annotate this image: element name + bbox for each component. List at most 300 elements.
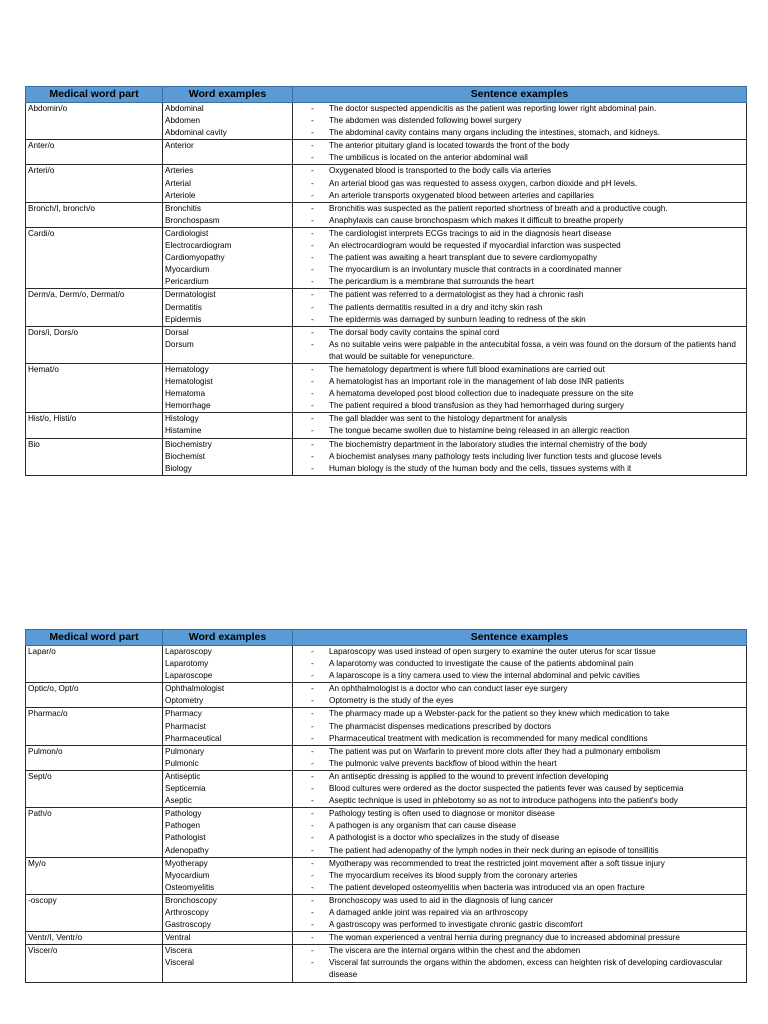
- word-part-cell: [26, 945, 163, 982]
- word-table-2: [25, 629, 747, 983]
- sentence-example: A biochemist analyses many pathology tests including liver function tests and glucose levels: [329, 451, 662, 461]
- word-example: Histamine: [165, 426, 202, 436]
- dash-bullet: -: [311, 907, 314, 917]
- word-example: Biochemist: [165, 451, 206, 461]
- sentence-example: The doctor suspected appendicitis as the patient was reporting lower right abdominal pain.: [329, 104, 657, 113]
- word-example: Pulmonary: [165, 746, 205, 756]
- word-part: My/o: [28, 858, 46, 868]
- word-example: Bronchitis: [165, 203, 201, 213]
- word-example: [165, 969, 290, 981]
- sentence-example: The anterior pituitary gland is located towards the front of the body: [329, 141, 570, 151]
- sentence-example: The pulmonic valve prevents backflow of blood within the heart: [329, 758, 557, 768]
- sentence-example: The tongue became swollen due to histamine being released in an allergic reaction: [329, 426, 630, 436]
- dash-bullet: -: [311, 439, 314, 449]
- sentence-example: The pericardium is a membrane that surrounds the heart: [329, 277, 534, 287]
- sentence-example: The patient developed osteomyelitis when bacteria was introduced via an open fracture: [329, 882, 645, 892]
- sentence-example: The patient was awaiting a heart transplant due to severe cardiomyopathy: [329, 253, 598, 263]
- sentence-item: [295, 670, 744, 682]
- table-row: [26, 140, 747, 165]
- header-word-examples: Word examples: [163, 630, 293, 646]
- word-example: Cardiomyopathy: [165, 253, 225, 263]
- sentence-item: [295, 264, 744, 276]
- sentence-examples-cell: [293, 326, 747, 363]
- sentence-example: An electrocardiogram would be requested if myocardial infarction was suspected: [329, 241, 621, 251]
- word-part-cell: [26, 165, 163, 202]
- word-part-cell: [26, 770, 163, 807]
- word-part-cell: [26, 140, 163, 165]
- dash-bullet: -: [311, 104, 314, 113]
- sentence-example: The patient was referred to a dermatologist as they had a chronic rash: [329, 290, 584, 300]
- word-examples-cell: [163, 326, 293, 363]
- dash-bullet: -: [311, 870, 314, 880]
- dash-bullet: -: [311, 364, 314, 374]
- word-part: Bio: [28, 439, 40, 449]
- sentence-example: A hematologist has an important role in the management of lab dose INR patients: [329, 377, 624, 387]
- sentence-example: Visceral fat surrounds the organs within the abdomen, excess can heighten risk of developing cardiovascular disease: [329, 958, 723, 980]
- sentence-item: [295, 400, 744, 412]
- word-part-cell: [26, 932, 163, 945]
- sentence-item: [295, 215, 744, 227]
- word-example: Dorsal: [165, 327, 189, 337]
- word-example: Dermatitis: [165, 302, 202, 312]
- word-example: Laparotomy: [165, 659, 209, 669]
- table-row: [26, 103, 747, 140]
- sentence-item: [295, 165, 744, 177]
- word-examples-cell: [163, 857, 293, 894]
- word-example: Aseptic: [165, 796, 192, 806]
- sentence-item: [295, 190, 744, 202]
- word-example: Abdominal cavity: [165, 128, 227, 138]
- word-example: Pericardium: [165, 277, 209, 287]
- sentence-item: [295, 115, 744, 127]
- sentence-item: [295, 103, 744, 115]
- sentence-item: [295, 451, 744, 463]
- sentence-item: [295, 314, 744, 326]
- table-row: [26, 438, 747, 475]
- sentence-item: [295, 845, 744, 857]
- word-part: Optic/o, Opt/o: [28, 684, 79, 694]
- word-part: Hist/o, Histi/o: [28, 414, 77, 424]
- sentence-item: [295, 919, 744, 931]
- word-examples-cell: [163, 289, 293, 326]
- word-example: Arteriole: [165, 190, 196, 200]
- dash-bullet: -: [311, 265, 314, 275]
- word-examples-cell: [163, 932, 293, 945]
- dash-bullet: -: [311, 128, 314, 138]
- word-example: Ophthalmologist: [165, 684, 225, 694]
- word-example: Myocardium: [165, 870, 210, 880]
- word-example: Pathology: [165, 809, 202, 819]
- word-example: Pathogen: [165, 821, 201, 831]
- sentence-example: The abdominal cavity contains many organs including the intestines, stomach, and kidneys.: [329, 128, 660, 138]
- sentence-item: [295, 376, 744, 388]
- dash-bullet: -: [311, 958, 314, 968]
- word-part: Path/o: [28, 809, 52, 819]
- dash-bullet: -: [311, 166, 314, 176]
- word-examples-cell: [163, 683, 293, 708]
- sentence-example: The hematology department is where full blood examinations are carried out: [329, 364, 605, 374]
- sentence-examples-cell: [293, 894, 747, 931]
- sentence-examples-cell: [293, 363, 747, 412]
- sentence-item: [295, 882, 744, 894]
- word-example: Biology: [165, 463, 192, 473]
- sentence-item: [295, 907, 744, 919]
- dash-bullet: -: [311, 933, 314, 943]
- dash-bullet: -: [311, 796, 314, 806]
- sentence-examples-cell: [293, 202, 747, 227]
- sentence-example: An arterial blood gas was requested to assess oxygen, carbon dioxide and pH levels.: [329, 178, 638, 188]
- dash-bullet: -: [311, 895, 314, 905]
- table-body-2: [26, 646, 747, 983]
- table-row: [26, 932, 747, 945]
- dash-bullet: -: [311, 290, 314, 300]
- sentence-item: [295, 276, 744, 288]
- dash-bullet: -: [311, 327, 314, 337]
- sentence-item: [295, 820, 744, 832]
- header-sentence-examples: Sentence examples: [293, 87, 747, 103]
- sentence-example: Pharmaceutical treatment with medication is recommended for many medical conditions: [329, 733, 648, 743]
- sentence-example: Bronchoscopy was used to aid in the diagnosis of lung cancer: [329, 895, 553, 905]
- word-examples-cell: [163, 202, 293, 227]
- table-row: [26, 413, 747, 438]
- word-example: Abdomen: [165, 116, 201, 126]
- word-example: Pathologist: [165, 833, 206, 843]
- word-part-cell: [26, 708, 163, 745]
- sentence-example: Myotherapy was recommended to treat the restricted joint movement after a soft tissue injury: [329, 858, 665, 868]
- sentence-item: [295, 945, 744, 957]
- table-row: [26, 708, 747, 745]
- sentence-item: [295, 127, 744, 139]
- sentence-item: [295, 203, 744, 215]
- word-example: Osteomyelitis: [165, 882, 215, 892]
- word-example: Epidermis: [165, 314, 202, 324]
- sentence-example: The myocardium is an involuntary muscle that contracts in a coordinated manner: [329, 265, 622, 275]
- word-example: Hematoma: [165, 389, 206, 399]
- table-row: [26, 289, 747, 326]
- word-example: Visceral: [165, 958, 194, 968]
- table-body-1: [26, 103, 747, 476]
- dash-bullet: -: [311, 946, 314, 956]
- word-part: Derm/a, Derm/o, Dermat/o: [28, 290, 125, 300]
- word-example: Hematology: [165, 364, 209, 374]
- word-part: Hemat/o: [28, 364, 59, 374]
- sentence-item: [295, 439, 744, 451]
- word-part: Lapar/o: [28, 647, 56, 656]
- dash-bullet: -: [311, 389, 314, 399]
- sentence-example: The myocardium receives its blood supply from the coronary arteries: [329, 870, 578, 880]
- word-part: Ventr/I, Ventr/o: [28, 933, 83, 943]
- word-examples-cell: [163, 363, 293, 412]
- word-example: Cardiologist: [165, 228, 209, 238]
- word-examples-cell: [163, 413, 293, 438]
- dash-bullet: -: [311, 401, 314, 411]
- sentence-example: A hematoma developed post blood collection due to inadequate pressure on the site: [329, 389, 634, 399]
- table-row: [26, 683, 747, 708]
- word-examples-cell: [163, 646, 293, 683]
- sentence-example: As no suitable veins were palpable in the antecubital fossa, a vein was found on the dorsum of the patients hand that would be suitable for venepuncture.: [329, 339, 736, 361]
- word-part-cell: [26, 326, 163, 363]
- dash-bullet: -: [311, 809, 314, 819]
- dash-bullet: -: [311, 684, 314, 694]
- word-example: Hemorrhage: [165, 401, 211, 411]
- dash-bullet: -: [311, 339, 314, 349]
- sentence-example: An arteriole transports oxygenated blood between arteries and capillaries: [329, 190, 594, 200]
- word-examples-cell: [163, 165, 293, 202]
- sentence-example: Bronchitis was suspected as the patient reported shortness of breath and a productive cough.: [329, 203, 668, 213]
- dash-bullet: -: [311, 821, 314, 831]
- dash-bullet: -: [311, 314, 314, 324]
- sentence-item: [295, 895, 744, 907]
- word-examples-cell: [163, 708, 293, 745]
- word-example: Hematologist: [165, 377, 213, 387]
- dash-bullet: -: [311, 253, 314, 263]
- sentence-example: Human biology is the study of the human body and the cells, tissues systems with it: [329, 463, 632, 473]
- sentence-examples-cell: [293, 103, 747, 140]
- sentence-examples-cell: [293, 646, 747, 683]
- word-part: Viscer/o: [28, 946, 58, 956]
- sentence-example: Blood cultures were ordered as the doctor suspected the patients fever was caused by septicemia: [329, 784, 684, 794]
- word-part: -oscopy: [28, 895, 57, 905]
- table-row: [26, 646, 747, 683]
- sentence-item: [295, 932, 744, 944]
- sentence-example: A pathogen is any organism that can cause disease: [329, 821, 517, 831]
- table-row: [26, 227, 747, 288]
- dash-bullet: -: [311, 203, 314, 213]
- sentence-examples-cell: [293, 165, 747, 202]
- sentence-example: A gastroscopy was performed to investigate chronic gastric discomfort: [329, 920, 583, 930]
- dash-bullet: -: [311, 141, 314, 151]
- sentence-item: [295, 708, 744, 720]
- word-example: Viscera: [165, 946, 193, 956]
- word-example: Bronchospasm: [165, 215, 220, 225]
- word-example: Electrocardiogram: [165, 241, 232, 251]
- sentence-example: The gall bladder was sent to the histology department for analysis: [329, 414, 568, 424]
- word-example: Pulmonic: [165, 758, 199, 768]
- sentence-item: [295, 364, 744, 376]
- sentence-example: The epidermis was damaged by sunburn leading to redness of the skin: [329, 314, 586, 324]
- sentence-example: The biochemistry department in the laboratory studies the internal chemistry of the body: [329, 439, 648, 449]
- dash-bullet: -: [311, 784, 314, 794]
- word-example: Arterial: [165, 178, 191, 188]
- dash-bullet: -: [311, 414, 314, 424]
- word-part: Anter/o: [28, 141, 55, 151]
- sentence-item: [295, 302, 744, 314]
- word-part: Bronch/I, bronch/o: [28, 203, 95, 213]
- sentence-item: [295, 683, 744, 695]
- word-part-cell: [26, 289, 163, 326]
- sentence-item: [295, 388, 744, 400]
- sentence-example: The patient had adenopathy of the lymph nodes in their neck during an episode of tonsillitis: [329, 845, 659, 855]
- dash-bullet: -: [311, 746, 314, 756]
- word-part: Cardi/o: [28, 228, 55, 238]
- sentence-item: [295, 783, 744, 795]
- dash-bullet: -: [311, 190, 314, 200]
- dash-bullet: -: [311, 709, 314, 719]
- sentence-item: [295, 339, 744, 363]
- table-header-row: [26, 87, 747, 103]
- sentence-item: [295, 758, 744, 770]
- sentence-item: [295, 746, 744, 758]
- dash-bullet: -: [311, 215, 314, 225]
- sentence-item: [295, 289, 744, 301]
- word-example: Ventral: [165, 933, 191, 943]
- sentence-item: [295, 721, 744, 733]
- word-example: Arteries: [165, 166, 194, 176]
- dash-bullet: -: [311, 241, 314, 251]
- dash-bullet: -: [311, 153, 314, 163]
- word-part-cell: [26, 808, 163, 857]
- word-examples-cell: [163, 745, 293, 770]
- word-example: [165, 152, 290, 164]
- sentence-item: [295, 413, 744, 425]
- sentence-examples-cell: [293, 413, 747, 438]
- sentence-item: [295, 832, 744, 844]
- sentence-item: [295, 733, 744, 745]
- word-examples-cell: [163, 770, 293, 807]
- word-example: Histology: [165, 414, 199, 424]
- sentence-item: [295, 463, 744, 475]
- table-row: [26, 202, 747, 227]
- word-example: Arthroscopy: [165, 907, 209, 917]
- sentence-example: The patient required a blood transfusion as they had hemorrhaged during surgery: [329, 401, 624, 411]
- sentence-item: [295, 957, 744, 981]
- word-part-cell: [26, 363, 163, 412]
- sentence-example: Pathology testing is often used to diagnose or monitor disease: [329, 809, 555, 819]
- word-part: Abdomin/o: [28, 104, 68, 113]
- word-part-cell: [26, 103, 163, 140]
- sentence-examples-cell: [293, 438, 747, 475]
- sentence-item: [295, 658, 744, 670]
- dash-bullet: -: [311, 758, 314, 768]
- sentence-item: [295, 771, 744, 783]
- word-examples-cell: [163, 140, 293, 165]
- sentence-example: The viscera are the internal organs within the chest and the abdomen: [329, 946, 581, 956]
- dash-bullet: -: [311, 671, 314, 681]
- table-row: [26, 165, 747, 202]
- sentence-example: A pathologist is a doctor who specializes in the study of disease: [329, 833, 560, 843]
- word-part: Sept/o: [28, 771, 52, 781]
- word-table-1: [25, 86, 747, 476]
- word-part-cell: [26, 683, 163, 708]
- dash-bullet: -: [311, 302, 314, 312]
- sentence-item: [295, 858, 744, 870]
- sentence-example: Optometry is the study of the eyes: [329, 696, 454, 706]
- sentence-example: The abdomen was distended following bowel surgery: [329, 116, 522, 126]
- word-part-cell: [26, 894, 163, 931]
- word-example: Adenopathy: [165, 845, 209, 855]
- sentence-examples-cell: [293, 770, 747, 807]
- sentence-item: [295, 228, 744, 240]
- sentence-example: A damaged ankle joint was repaired via an arthroscopy: [329, 907, 528, 917]
- sentence-example: A laparotomy was conducted to investigate the cause of the patients abdominal pain: [329, 659, 634, 669]
- table-row: [26, 945, 747, 982]
- sentence-example: The patients dermatitis resulted in a dry and itchy skin rash: [329, 302, 543, 312]
- sentence-example: The pharmacist dispenses medications prescribed by doctors: [329, 721, 552, 731]
- word-example: Myocardium: [165, 265, 210, 275]
- sentence-example: A laparoscope is a tiny camera used to view the internal abdominal and pelvic cavities: [329, 671, 640, 681]
- word-example: Anterior: [165, 141, 194, 151]
- sentence-example: Aseptic technique is used in phlebotomy so as not to introduce pathogens into the patient's body: [329, 796, 678, 806]
- word-example: Laparoscopy: [165, 647, 212, 656]
- sentence-item: [295, 252, 744, 264]
- dash-bullet: -: [311, 858, 314, 868]
- dash-bullet: -: [311, 178, 314, 188]
- word-part-cell: [26, 857, 163, 894]
- dash-bullet: -: [311, 426, 314, 436]
- word-examples-cell: [163, 894, 293, 931]
- sentence-example: An antiseptic dressing is applied to the wound to prevent infection developing: [329, 771, 609, 781]
- header-medical-word-part: Medical word part: [26, 630, 163, 646]
- sentence-example: The woman experienced a ventral hernia during pregnancy due to increased abdominal pressure: [329, 933, 680, 943]
- dash-bullet: -: [311, 882, 314, 892]
- dash-bullet: -: [311, 721, 314, 731]
- word-part: Arteri/o: [28, 166, 55, 176]
- table-row: [26, 770, 747, 807]
- table-row: [26, 363, 747, 412]
- table-row: [26, 326, 747, 363]
- dash-bullet: -: [311, 733, 314, 743]
- word-example: Dorsum: [165, 339, 194, 349]
- sentence-item: [295, 808, 744, 820]
- header-word-examples: Word examples: [163, 87, 293, 103]
- dash-bullet: -: [311, 463, 314, 473]
- word-part-cell: [26, 227, 163, 288]
- sentence-example: An ophthalmologist is a doctor who can conduct laser eye surgery: [329, 684, 568, 694]
- sentence-item: [295, 795, 744, 807]
- sentence-item: [295, 646, 744, 658]
- sentence-item: [295, 140, 744, 152]
- dash-bullet: -: [311, 920, 314, 930]
- sentence-example: The cardiologist interprets ECGs tracings to aid in the diagnosis heart disease: [329, 228, 612, 238]
- word-part: Pulmon/o: [28, 746, 63, 756]
- word-example: Laparoscope: [165, 671, 213, 681]
- word-part-cell: [26, 202, 163, 227]
- word-example: Septicemia: [165, 784, 206, 794]
- dash-bullet: -: [311, 659, 314, 669]
- table-row: [26, 745, 747, 770]
- word-example: Abdominal: [165, 104, 204, 113]
- sentence-example: The umbilicus is located on the anterior abdominal wall: [329, 153, 528, 163]
- sentence-examples-cell: [293, 857, 747, 894]
- word-example: Biochemistry: [165, 439, 212, 449]
- sentence-examples-cell: [293, 227, 747, 288]
- sentence-example: The pharmacy made up a Webster-pack for the patient so they knew which medication to take: [329, 709, 670, 719]
- word-part-cell: [26, 438, 163, 475]
- word-example: Myotherapy: [165, 858, 208, 868]
- sentence-examples-cell: [293, 140, 747, 165]
- word-part-cell: [26, 745, 163, 770]
- table-row: [26, 808, 747, 857]
- sentence-item: [295, 327, 744, 339]
- word-examples-cell: [163, 945, 293, 982]
- sentence-examples-cell: [293, 289, 747, 326]
- table-header-row: [26, 630, 747, 646]
- header-medical-word-part: Medical word part: [26, 87, 163, 103]
- word-example: Gastroscopy: [165, 920, 211, 930]
- sentence-example: Oxygenated blood is transported to the body calls via arteries: [329, 166, 552, 176]
- dash-bullet: -: [311, 228, 314, 238]
- word-example: Optometry: [165, 696, 204, 706]
- sentence-example: The dorsal body cavity contains the spinal cord: [329, 327, 500, 337]
- word-example: Pharmacist: [165, 721, 206, 731]
- word-part: Pharmac/o: [28, 709, 68, 719]
- word-examples-cell: [163, 103, 293, 140]
- dash-bullet: -: [311, 771, 314, 781]
- dash-bullet: -: [311, 377, 314, 387]
- word-examples-cell: [163, 808, 293, 857]
- dash-bullet: -: [311, 833, 314, 843]
- word-examples-cell: [163, 438, 293, 475]
